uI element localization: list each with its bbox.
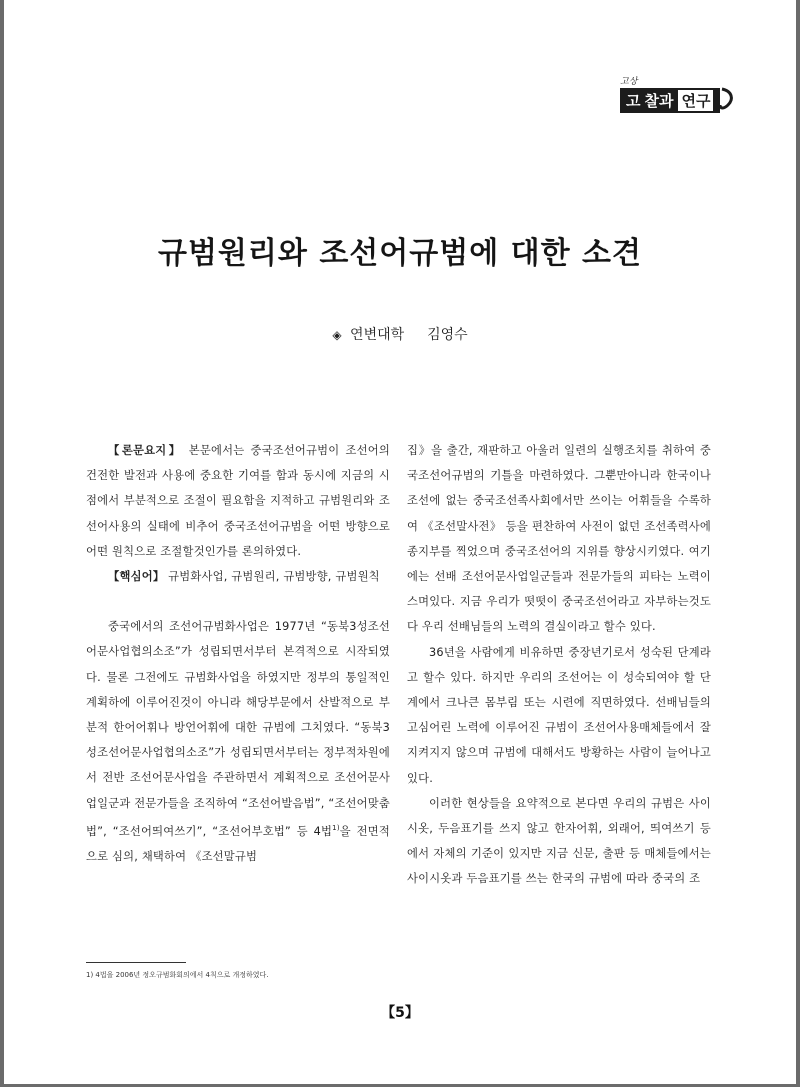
footnote-ref: 1)	[332, 823, 340, 832]
logo-mid-text: 찰과	[644, 92, 674, 110]
keywords	[86, 564, 390, 589]
logo-swirl-icon	[718, 87, 736, 113]
footnote-divider	[86, 962, 186, 963]
article-title: 규범원리와 조선어규범에 대한 소견	[157, 236, 643, 271]
footnote: 1) 4법을 2006년 정오규범화회의에서 4칙으로 개정하였다.	[86, 971, 269, 979]
keywords-tag: 【핵심어】	[108, 570, 165, 584]
body-paragraph-2: 36년을 사람에게 비유하면 중장년기로서 성숙된 단계라고 할수 있다. 하지만 우리의 조선어는 이 성숙되여야 할 단계에서 크나큰 몸부림 또는 시련에 직면하였다. 선배님들의 고심어린 노력에 이루어진 규범이 조선어사용매체들에서 잘 지켜지지 않으며 규범에 대해서도 방황하는 사람이 늘어나고있다.	[407, 645, 711, 785]
right-column	[407, 438, 711, 892]
page-number: 【5】	[381, 1005, 419, 1021]
logo-right-text: 연구	[678, 90, 713, 111]
diamond-icon: ◈	[332, 328, 342, 342]
logo-box	[620, 88, 720, 113]
abstract	[86, 438, 390, 564]
abstract-text: 본문에서는 중국조선어규범이 조선어의 건전한 발전과 사용에 중요한 기여를 함과 동시에 지금의 시점에서 부분적으로 조절이 필요함을 지적하고 규범원리와 조선어사용의 실태에 비추어 중국조선어규범을 어떤 방향으로 어떤 원칙으로 조절할것인가를 론의하였다.	[86, 444, 390, 558]
body-paragraph-1-text: 중국에서의 조선어규범화사업은 1977년 “동북3성조선어문사업협의소조”가 성립되면서부터 본격적으로 시작되였다. 물론 그전에도 규범화사업을 하였지만 정부의 통일적인 계획하에 이루어진것이 아니라 해당부문에서 산발적으로 부분적 한어어휘나 방언어휘에 대한 규범에 그치였다. “동북3성조선어문사업협의소조”가 성립되면서부터는 정부적차원에서 전반 조선어문사업을 주관하면서 계획적으로 조선어문사업일군과 전문가들을 조직하여 “조선어발음법”, “조선어맞춤법”, “조선어띄여쓰기”, “조선어부호법” 등 4법	[86, 620, 390, 838]
body-paragraph-3: 이러한 현상들을 요약적으로 본다면 우리의 규범은 사이시옷, 두음표기를 쓰지 않고 한자어휘, 외래어, 띄여쓰기 등에서 자체의 기준이 있지만 지금 신문, 출판 등 매체들에서는 사이시옷과 두음표기를 쓰는 한국의 규범에 따라 중국의 조	[407, 796, 711, 886]
logo-left-text: 고	[626, 92, 641, 110]
logo-small-text: 고상	[620, 77, 638, 87]
journal-logo	[620, 78, 736, 113]
left-column	[86, 438, 390, 869]
keywords-text: 규범화사업, 규범원리, 규범방향, 규범원칙	[164, 570, 380, 584]
body-paragraph-1-tail: 을 전면적으로 심의, 채택하여 《조선말규범	[86, 824, 390, 863]
author-affiliation: 연변대학	[350, 327, 405, 343]
abstract-tag: 【론문요지】	[108, 444, 183, 457]
body-paragraph-1	[86, 614, 390, 869]
author-name: 김영수	[427, 327, 468, 343]
body-paragraph-1-continued: 집》을 출간, 재판하고 아울러 일련의 실행조치를 취하여 중국조선어규범의 기틀을 마련하였다. 그뿐만아니라 한국이나 조선에 없는 중국조선족사회에서만 쓰이는 어휘들을 수록하여 《조선말사전》 등을 편찬하여 사전이 없던 조선족력사에 종지부를 찍었으며 중국조선어의 지위를 향상시키였다. 여기에는 선배 조선어문사업일군들과 전문가들의 피타는 노력이 스며있다. 지금 우리가 떳떳이 중국조선어라고 자부하는것도 다 우리 선배님들의 노력의 결실이라고 할수 있다.	[407, 444, 711, 634]
author-line	[4, 324, 796, 344]
